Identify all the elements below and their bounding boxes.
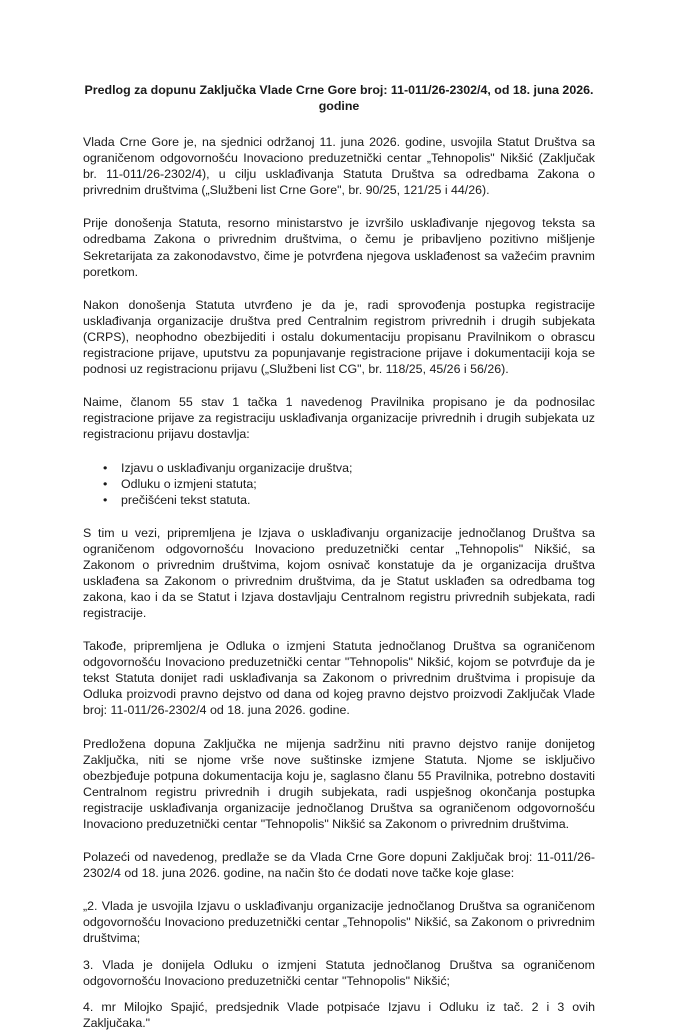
- paragraph-article-55: Naime, članom 55 stav 1 tačka 1 navedenog Pravilnika propisano je da podnosilac registracione prijave za registraciju usklađivanja organizacije privrednih i drugih subjekata uz registracionu prijavu dostavlja:: [83, 395, 595, 442]
- paragraph-proposal: Polazeći od navedenog, predlaže se da Vlada Crne Gore dopuni Zaključak broj: 11-011/26-2302/4 od 18. juna 2026. godine, na način što će dodati nove tačke koje glase:: [83, 850, 595, 881]
- quoted-point-4: 4. mr Milojko Spajić, predsjednik Vlade potpisaće Izjavu i Odluku iz tač. 2 i 3 ovih Zaključaka.": [83, 999, 595, 1030]
- new-points-quote: [83, 898, 595, 1031]
- required-documents-list: [83, 460, 595, 508]
- paragraph-statement-prepared: S tim u vezi, pripremljena je Izjava o usklađivanju organizacije jednočlanog Društva sa ograničenom odgovornošću Inovaciono preduzetnički centar „Tehnopolis" Nikšić, sa Zakonom o privrednim društvima, kojom osnivač konstatuje da je organizacija društva usklađena sa Zakonom o privrednim društvima, da je Statut usklađen sa odredbama tog zakona, kao i da se Statut i Izjava dostavljaju Centralnom registru privrednih subjekata, radi registracije.: [83, 525, 595, 620]
- quoted-point-3: 3. Vlada je donijela Odluku o izmjeni Statuta jednočlanog Društva sa ograničenom odgovornošću Inovaciono preduzetnički centar "Tehnopolis" Nikšić;: [83, 957, 595, 988]
- document-title: Predlog za dopunu Zaključka Vlade Crne Gore broj: 11-011/26-2302/4, od 18. juna 2026. godine: [84, 83, 594, 113]
- paragraph-adoption: Vlada Crne Gore je, na sjednici održanoj 11. juna 2026. godine, usvojila Statut Društva sa ograničenom odgovornošću Inovaciono preduzetnički centar „Tehnopolis" Nikšić (Zaključak br. 11-011/26-2302/4), u cilju usklađivanja Statuta Društva sa odredbama Zakona o privrednim društvima („Službeni list Crne Gore", br. 90/25, 121/25 i 44/26).: [83, 135, 595, 198]
- paragraph-registration-docs: Nakon donošenja Statuta utvrđeno je da je, radi sprovođenja postupka registracije usklađivanja organizacije društva pred Centralnim registrom privrednih i drugih subjekata (CRPS), neophodno obezbijediti i ostalu dokumentaciju propisanu Pravilnikom o obrascu registracione prijave, uputstvu za popunjavanje registracione prijave i dokumentaciji koja se podnosi uz registracionu prijavu („Službeni list CG", br. 118/25, 45/26 i 56/26).: [83, 297, 595, 377]
- list-item: • prečišćeni tekst statuta.: [121, 492, 595, 508]
- paragraph-decision-prepared: Takođe, pripremljena je Odluka o izmjeni Statuta jednočlanog Društva sa ograničenom odgovornošću Inovaciono preduzetnički centar "Tehnopolis" Nikšić, kojom se potvrđuje da je tekst Statuta donijet radi usklađivanja sa Zakonom o privrednim društvima i propisuje da Odluka proizvodi pravno dejstvo od dana od kojeg pravno dejstvo proizvodi Zaključak Vlade broj: 11-011/26-2302/4 od 18. juna 2026. godine.: [83, 639, 595, 718]
- paragraph-ministry-alignment: Prije donošenja Statuta, resorno ministarstvo je izvršilo usklađivanje njegovog teksta sa odredbama Zakona o privrednim društvima, o čemu je pribavljeno pozitivno mišljenje Sekretarijata za zakonodavstvo, čime je potvrđena njegova usklađenost sa važećim pravnim poretkom.: [83, 216, 595, 279]
- quoted-point-2: „2. Vlada je usvojila Izjavu o usklađivanju organizacije jednočlanog Društva sa ograničenom odgovornošću Inovaciono preduzetnički centar „Tehnopolis" Nikšić, sa Zakonom o privrednim društvima;: [83, 899, 595, 946]
- paragraph-amendment-scope: Predložena dopuna Zaključka ne mijenja sadržinu niti pravno dejstvo ranije donijetog Zaključka, niti se njome vrše nove suštinske izmjene Statuta. Njome se isključivo obezbjeđuje potpuna dokumentacija koju je, saglasno članu 55 Pravilnika, potrebno dostaviti Centralnom registru privrednih i drugih subjekata, radi uspješnog okončanja postupka registracije usklađivanja organizacije jednočlanog Društva sa ograničenom odgovornošću Inovaciono preduzetnički centar "Tehnopolis" Nikšić sa Zakonom o privrednim društvima.: [83, 736, 595, 831]
- list-item: • Odluku o izmjeni statuta;: [121, 476, 595, 492]
- list-item: • Izjavu o usklađivanju organizacije društva;: [121, 460, 595, 476]
